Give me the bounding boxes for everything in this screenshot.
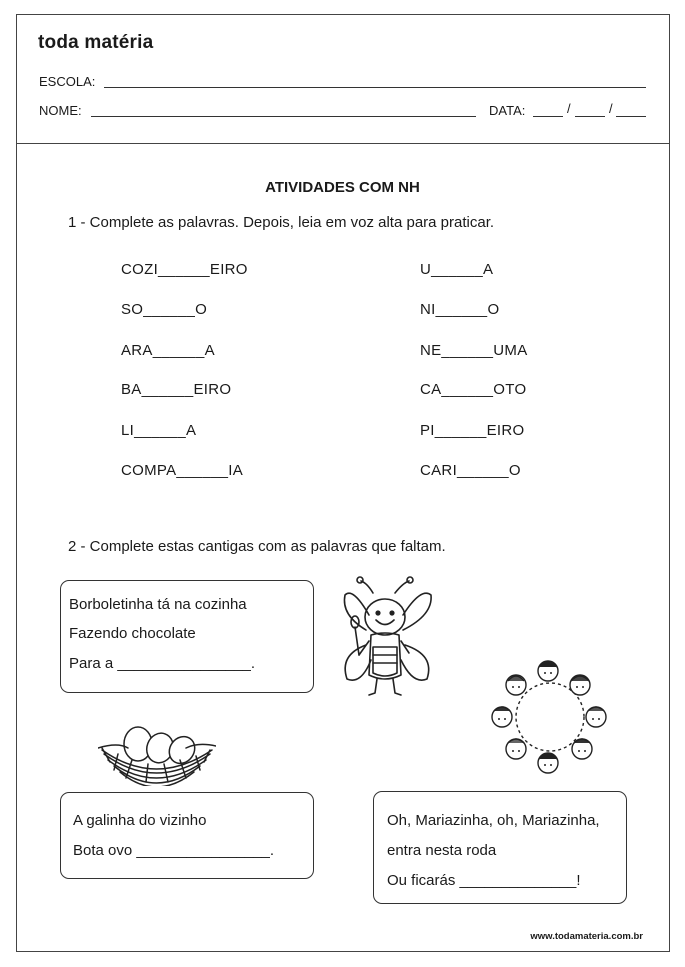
song-line: Bota ovo ________________. bbox=[73, 842, 275, 859]
word-item: CA______OTO bbox=[420, 381, 527, 398]
date-separator: / bbox=[609, 101, 613, 116]
song-line: A galinha do vizinho bbox=[73, 812, 207, 829]
word-item: COZI______EIRO bbox=[121, 261, 248, 278]
word-item: PI______EIRO bbox=[420, 422, 525, 439]
name-label: NOME: bbox=[39, 103, 82, 118]
brand-logo: toda matéria bbox=[38, 32, 154, 53]
song-line: Ou ficarás ______________! bbox=[387, 872, 581, 889]
header-divider bbox=[16, 143, 670, 144]
exercise2-instruction: 2 - Complete estas cantigas com as palavras que faltam. bbox=[68, 538, 446, 555]
school-label: ESCOLA: bbox=[39, 74, 96, 89]
date-separator: / bbox=[567, 101, 571, 116]
word-item: NI______O bbox=[420, 301, 500, 318]
word-item: SO______O bbox=[121, 301, 208, 318]
word-item: NE______UMA bbox=[420, 342, 528, 359]
name-field[interactable] bbox=[91, 116, 476, 117]
word-item: BA______EIRO bbox=[121, 381, 232, 398]
word-item: ARA______A bbox=[121, 342, 215, 359]
butterfly-chef-icon bbox=[333, 575, 445, 715]
date-label: DATA: bbox=[489, 103, 526, 118]
date-month-field[interactable] bbox=[575, 116, 605, 117]
word-item: COMPA______IA bbox=[121, 462, 244, 479]
bird-nest-icon bbox=[98, 718, 216, 786]
word-item: CARI______O bbox=[420, 462, 521, 479]
song-line: Borboletinha tá na cozinha bbox=[69, 596, 247, 613]
song-line: Para a ________________. bbox=[69, 655, 256, 672]
exercise1-instruction: 1 - Complete as palavras. Depois, leia em voz alta para praticar. bbox=[68, 214, 495, 231]
word-item: LI______A bbox=[121, 422, 197, 439]
song-box-galinha bbox=[60, 792, 314, 879]
date-day-field[interactable] bbox=[533, 116, 563, 117]
school-field[interactable] bbox=[104, 87, 646, 88]
song-line: Fazendo chocolate bbox=[69, 625, 196, 642]
date-year-field[interactable] bbox=[616, 116, 646, 117]
page-title: ATIVIDADES COM NH bbox=[265, 179, 420, 196]
website-footer: www.todamateria.com.br bbox=[530, 931, 643, 942]
children-circle-icon bbox=[488, 657, 612, 779]
word-item: U______A bbox=[420, 261, 494, 278]
song-line: entra nesta roda bbox=[387, 842, 497, 859]
song-line: Oh, Mariazinha, oh, Mariazinha, bbox=[387, 812, 600, 829]
